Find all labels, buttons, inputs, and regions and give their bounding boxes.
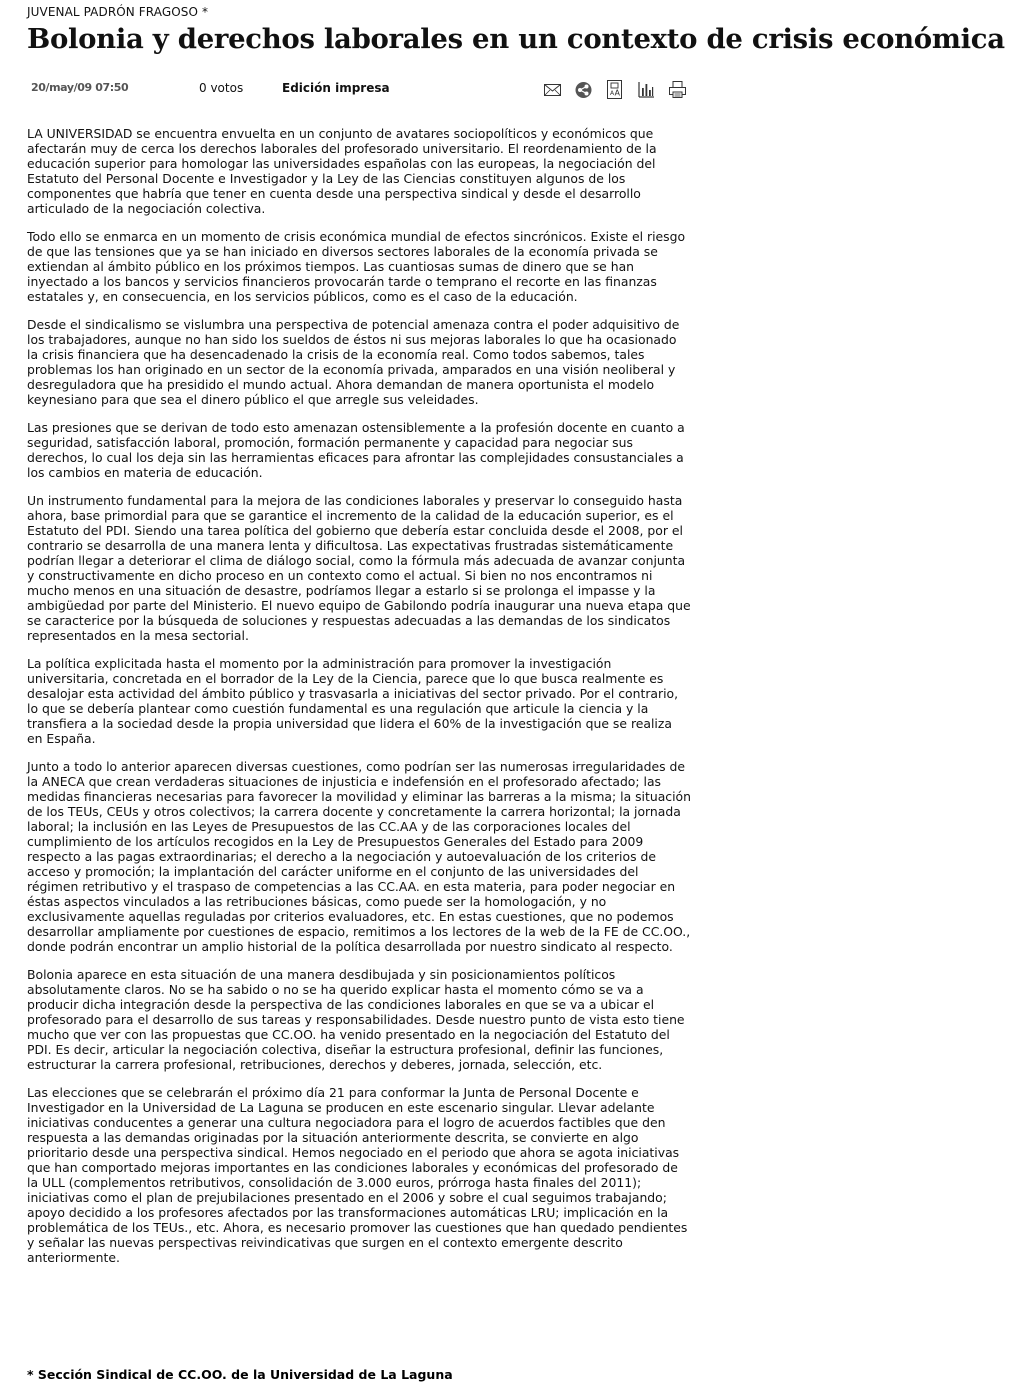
share-icon[interactable]	[574, 80, 593, 99]
print-icon[interactable]	[668, 80, 687, 99]
article-paragraph: Un instrumento fundamental para la mejora de las condiciones laborales y preservar lo conseguido hasta ahora, base primordial para que se garantice el incremento de la calidad de la educación superior, es el Estatuto del PDI. Siendo una tarea política del gobierno que debería estar concluida desde el 2008, por el contrario se desarrolla de una manera lenta y dificultosa. Las expectativas frustradas sistemáticamente podrían llegar a deteriorar el clima de diálogo social, como la fórmula más adecuada de avanzar conjunta y constructivamente en dicho proceso en un contexto como el actual. Si bien no nos encontramos ni mucho menos en una situación de desastre, podríamos llegar a estarlo si se prolonga el impasse y la ambigüedad por parte del Ministerio. El nuevo equipo de Gabilondo podría inaugurar una nueva etapa que se caracterice por la búsqueda de soluciones y respuestas adecuadas a las demandas de los sindicatos representados en la mesa sectorial.	[27, 493, 691, 643]
article-paragraph: Todo ello se enmarca en un momento de crisis económica mundial de efectos sincrónicos. Existe el riesgo de que las tensiones que ya se han iniciado en diversos sectores laborales de la economía privada se extiendan al ámbito público en los próximos tiempos. Las cuantiosas sumas de dinero que se han inyectado a los bancos y servicios financieros provocarán tarde o temprano el recorte en las finanzas estatales y, en consecuencia, en los servicios públicos, como es el caso de la educación.	[27, 229, 686, 304]
author-affiliation: * Sección Sindical de CC.OO. de la Universidad de La Laguna	[27, 1367, 453, 1382]
svg-text:A: A	[614, 88, 620, 98]
meta-row	[0, 80, 1024, 102]
email-icon[interactable]	[543, 80, 562, 99]
article-paragraph: La política explicitada hasta el momento por la administración para promover la investigación universitaria, concretada en el borrador de la Ley de la Ciencia, parece que lo que busca realmente es desalojar esta actividad del ámbito público y trasvasarla a iniciativas del sector privado. Por el contrario, lo que se debería plantear como cuestión fundamental es una regulación que articule la ciencia y la transfiera a la sociedad desde la propia universidad que lidera el 60% de la investigación que se realiza en España.	[27, 656, 679, 746]
article-paragraph: LA UNIVERSIDAD se encuentra envuelta en un conjunto de avatares sociopolíticos y económicos que afectarán muy de cerca los derechos laborales del profesorado universitario. El reordenamiento de la educación superior para homologar las universidades españolas con las europeas, la negociación del Estatuto del Personal Docente e Investigador y la Ley de las Ciencias constituyen algunos de los componentes que habría que tener en cuenta desde una perspectiva sindical y desde el desarrollo articulado de la negociación colectiva.	[27, 126, 657, 216]
text-size-icon[interactable]	[605, 80, 624, 99]
edition-label: Edición impresa	[282, 81, 390, 95]
publish-date: 20/may/09 07:50	[31, 81, 129, 94]
article-paragraph: Desde el sindicalismo se vislumbra una perspectiva de potencial amenaza contra el poder adquisitivo de los trabajadores, aunque no han sido los sueldos de éstos ni sus mejoras laborales lo que ha ocasionado la crisis financiera que ha desencadenado la crisis de la economía real. Como todos sabemos, tales problemas los han originado en un sector de la economía privada, amparados en una visión neoliberal y desreguladora que ha presidido el mundo actual. Ahora demandan de manera oportunista el modelo keynesiano para que sea el dinero público el que arregle sus veleidades.	[27, 317, 680, 407]
article-paragraph: Las presiones que se derivan de todo esto amenazan ostensiblemente a la profesión docente en cuanto a seguridad, satisfacción laboral, promoción, formación permanente y capacidad para negociar sus derechos, lo cual los deja sin las herramientas eficaces para afrontar las complejidades consustanciales a los cambios en materia de educación.	[27, 420, 685, 480]
votes-count[interactable]: 0 votos	[199, 81, 244, 95]
article-paragraph: Las elecciones que se celebrarán el próximo día 21 para conformar la Junta de Personal Docente e Investigador en la Universidad de La Laguna se producen en este escenario singular. Llevar adelante iniciativas conducentes a generar una cultura negociadora para el logro de acuerdos factibles que den respuesta a las demandas originadas por la situación anteriormente descrita, se convierte en algo prioritario desde una perspectiva sindical. Hemos negociado en el periodo que ahora se agota iniciativas que han comportado mejoras importantes en las condiciones laborales y económicas del profesorado de la ULL (complementos retributivos, consolidación de 3.000 euros, prórroga hasta finales del 2011); iniciativas como el plan de prejubilaciones presentado en el 2006 y sobre el cual seguimos trabajando; apoyo decidido a los profesores afectados por las transformaciones automáticas LRU; implicación en la problemática de los TEUs., etc. Ahora, es necesario promover las cuestiones que han quedado pendientes y señalar las nuevas perspectivas reivindicativas que surgen en el contexto emergente descrito anteriormente.	[27, 1085, 688, 1265]
article-paragraph: Bolonia aparece en esta situación de una manera desdibujada y sin posicionamientos políticos absolutamente claros. No se ha sabido o no se ha querido explicar hasta el momento cómo se va a producir dicha integración desde la perspectiva de las condiciones laborales en que se va a ubicar el profesorado para el desarrollo de sus tareas y responsabilidades. Desde nuestro punto de vista esto tiene mucho que ver con las propuestas que CC.OO. ha venido presentado en la negociación del Estatuto del PDI. Es decir, articular la negociación colectiva, diseñar la estructura profesional, definir las funciones, estructurar la carrera profesional, retribuciones, derechos y deberes, jornada, selección, etc.	[27, 967, 685, 1072]
article-paragraph: Junto a todo lo anterior aparecen diversas cuestiones, como podrían ser las numerosas irregularidades de la ANECA que crean verdaderas situaciones de injusticia e indefensión en el profesorado afectado; las medidas financieras necesarias para favorecer la movilidad y eliminar las barreras a la misma; la situación de los TEUs, CEUs y otros colectivos; la carrera docente y concretamente la carrera horizontal; la jornada laboral; la inclusión en las Leyes de Presupuestos de las CC.AA y de las corporaciones locales del cumplimiento de los artículos recogidos en la Ley de Presupuestos Generales del Estado para 2009 respecto a las pagas extraordinarias; el derecho a la negociación y autoevaluación de los criterios de acceso y promoción; la implantación del carácter uniforme en el conjunto de las universidades del régimen retributivo y el traspaso de competencias a las CC.AA. en esta materia, para poder negociar en éstas aspectos vinculados a las retribuciones básicas, como puede ser la homologación, y no exclusivamente aquellas reguladas por criterios evaluadores, etc. En estas cuestiones, que no podemos desarrollar ampliamente por cuestiones de espacio, remitimos a los lectores de la web de la FE de CC.OO., donde podrán encontrar un amplio historial de la política desarrollada por nuestro sindicato al respecto.	[27, 759, 691, 954]
headline: Bolonia y derechos laborales en un contexto de crisis económica	[27, 23, 1005, 55]
byline: JUVENAL PADRÓN FRAGOSO *	[27, 5, 209, 19]
svg-text:A: A	[610, 90, 615, 97]
stats-icon[interactable]	[637, 80, 656, 99]
article-body	[27, 126, 691, 1278]
